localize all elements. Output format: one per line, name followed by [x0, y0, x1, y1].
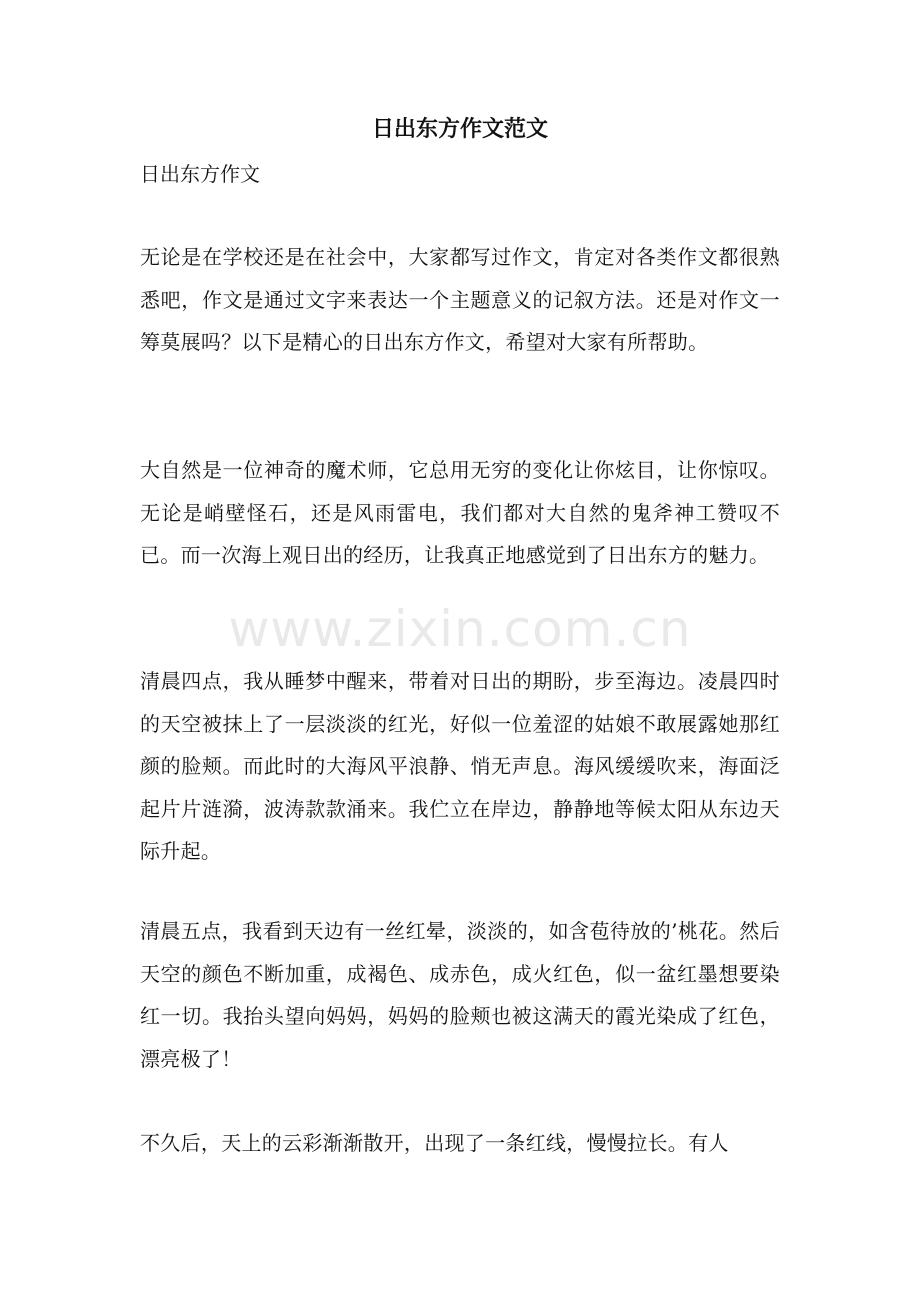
- paragraph-5: 不久后，天上的云彩渐渐散开，出现了一条红线，慢慢拉长。有人: [140, 1131, 729, 1155]
- paragraph-1: 无论是在学校还是在社会中，大家都写过作文，肯定对各类作文都很熟悉吧，作文是通过文字来表达一个主题意义的记叙方法。还是对作文一筹莫展吗？以下是精心的日出东方作文，希望对大家有所帮助。: [140, 245, 780, 354]
- paragraph-4: 清晨五点，我看到天边有一丝红晕，淡淡的，如含苞待放的’桃花。然后天空的颜色不断加重，成褐色、成赤色，成火红色，似一盆红墨想要染红一切。我抬头望向妈妈，妈妈的脸颊也被这满天的霞光染成了红色，漂亮极了！: [140, 919, 780, 1071]
- document-title: 日出东方作文范文: [371, 116, 548, 142]
- paragraph-3: 清晨四点，我从睡梦中醒来，带着对日出的期盼，步至海边。凌晨四时的天空被抹上了一层淡淡的红光，好似一位羞涩的姑娘不敢展露她那红颜的脸颊。而此时的大海风平浪静、悄无声息。海风缓缓吹来，海面泛起片片涟漪，波涛款款涌来。我伫立在岸边，静静地等候太阳从东边天际升起。: [140, 669, 780, 863]
- document-subtitle: 日出东方作文: [140, 162, 260, 186]
- watermark: www.zixin.com.cn: [228, 600, 692, 658]
- paragraph-2: 大自然是一位神奇的魔术师，它总用无穷的变化让你炫目，让你惊叹。无论是峭壁怪石，还是风雨雷电，我们都对大自然的鬼斧神工赞叹不已。而一次海上观日出的经历，让我真正地感觉到了日出东方的魅力。: [140, 458, 780, 567]
